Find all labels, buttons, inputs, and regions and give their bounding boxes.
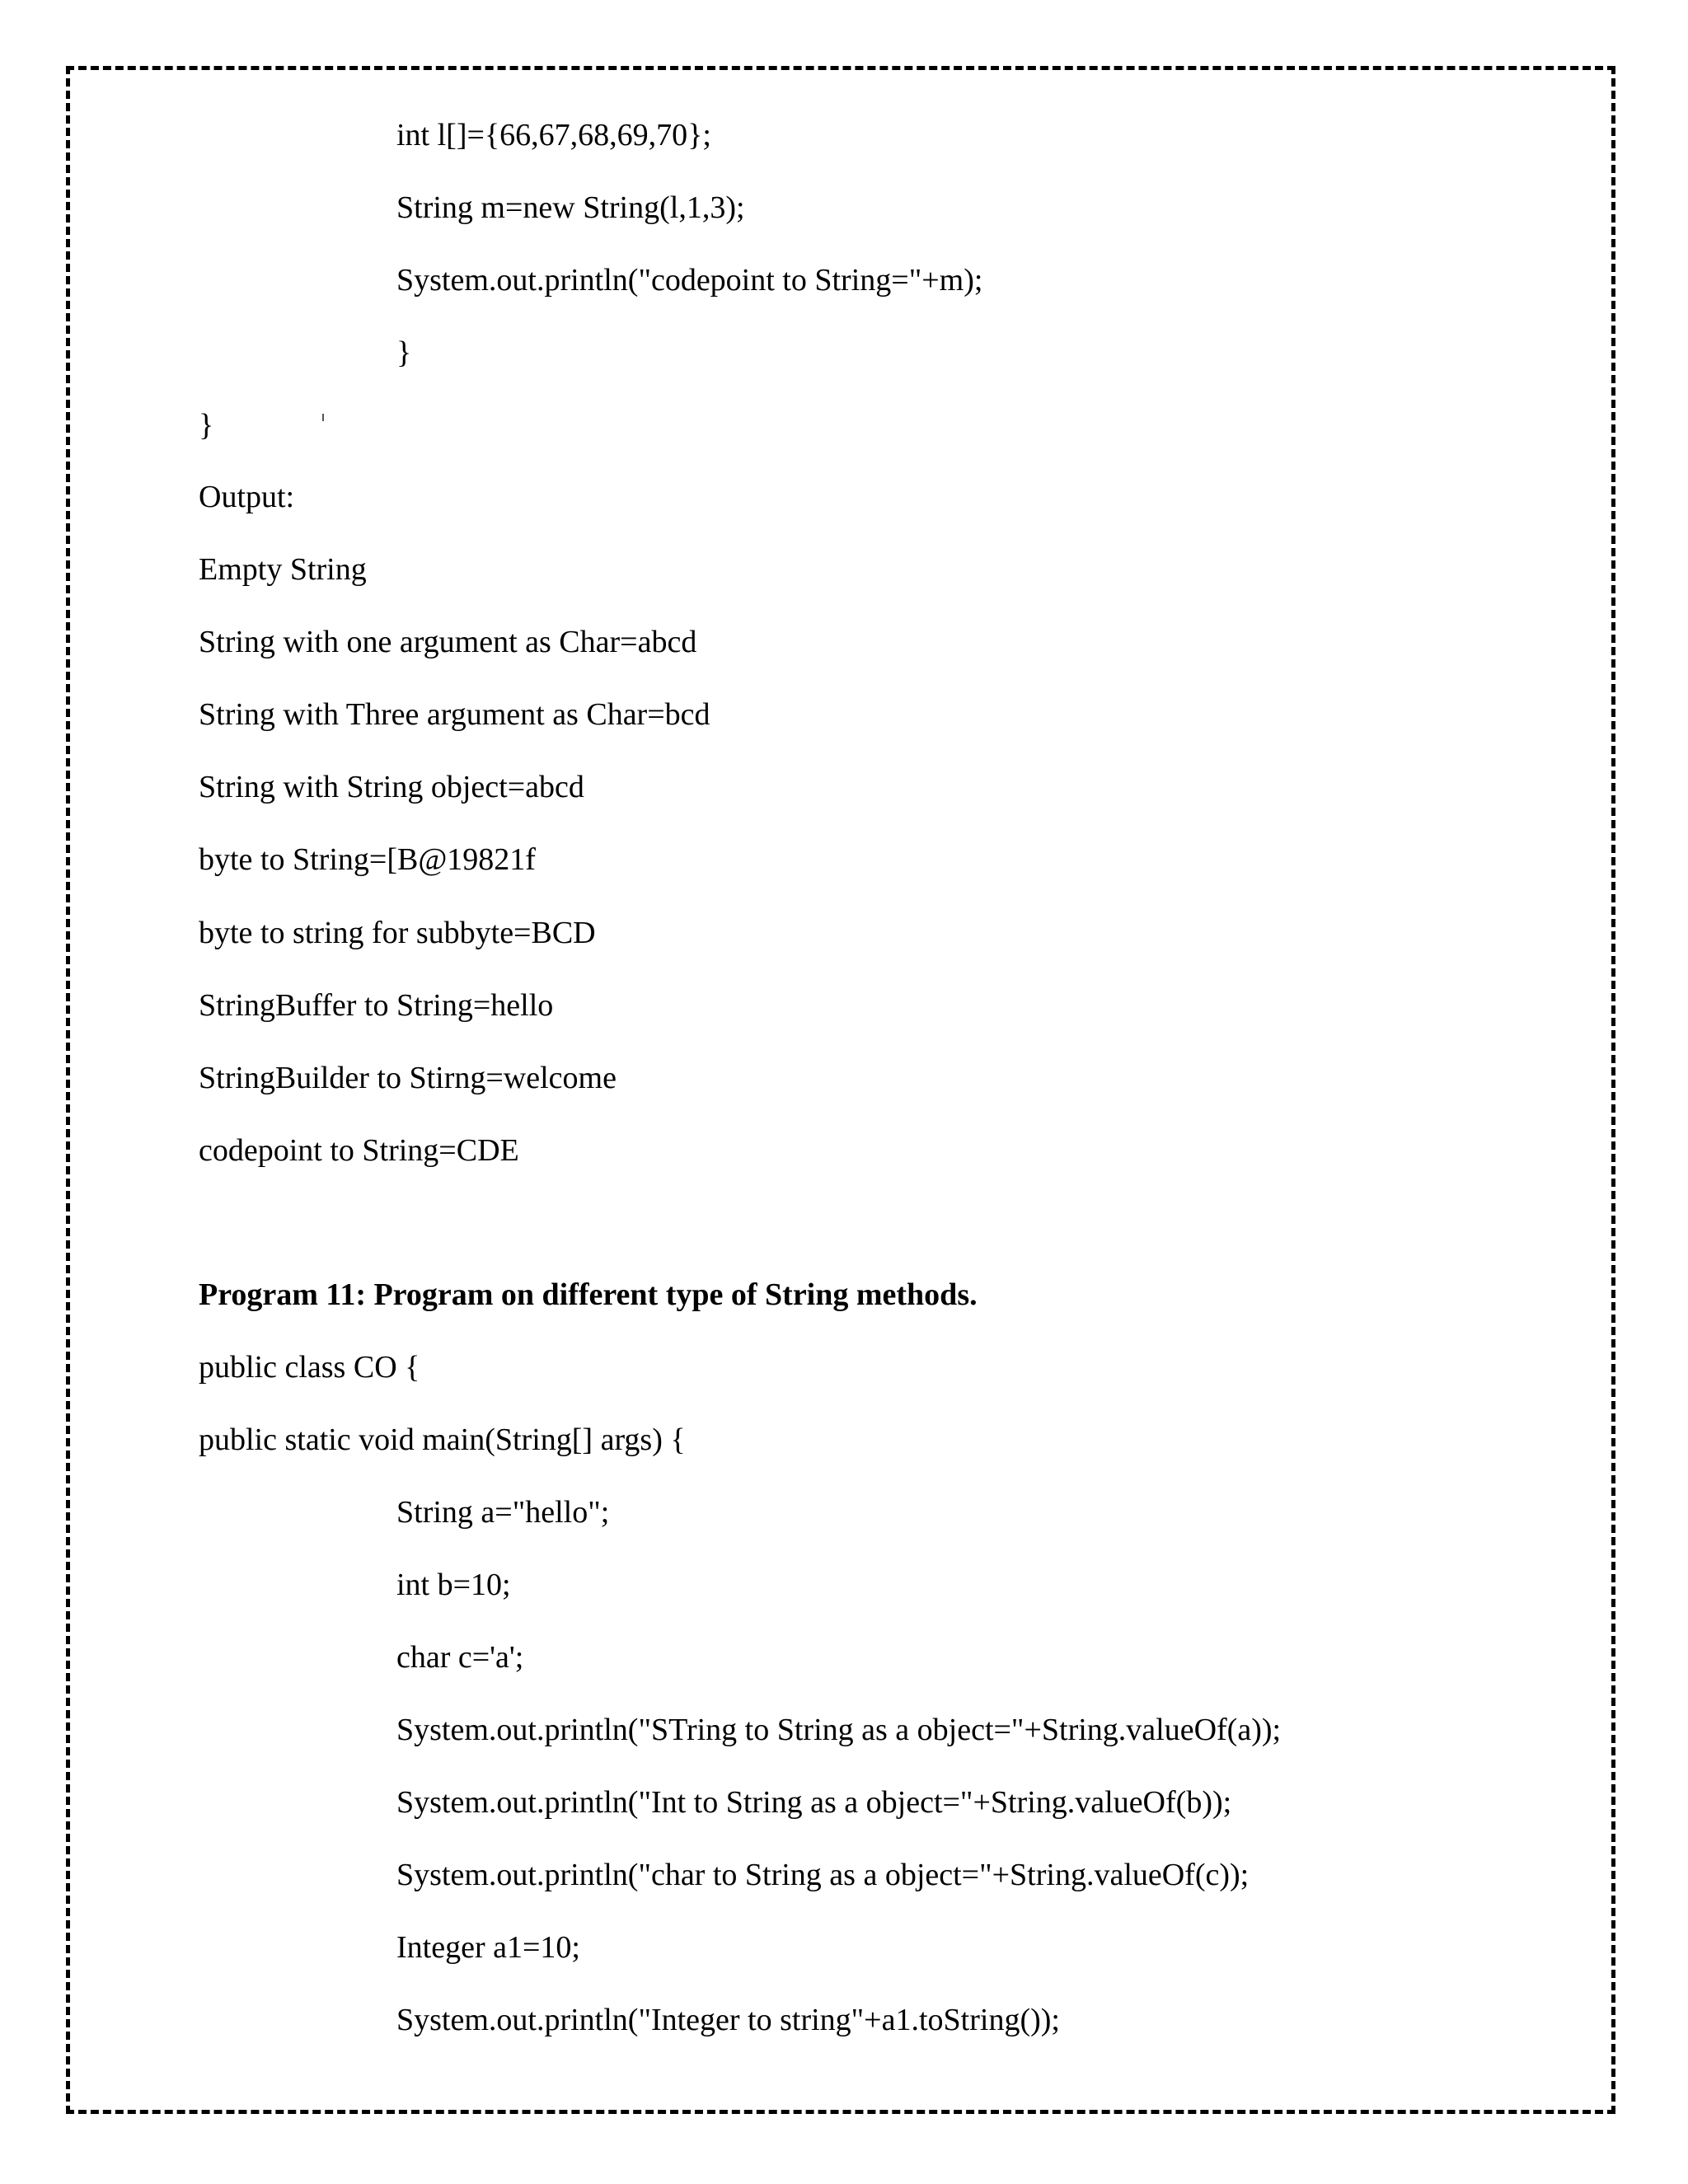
- code-line: Integer a1=10;: [396, 1930, 580, 1965]
- code-line: System.out.println("Integer to string"+a1.toString());: [396, 2003, 1060, 2037]
- output-line: StringBuilder to Stirng=welcome: [199, 1061, 617, 1095]
- output-line: String with String object=abcd: [199, 770, 584, 804]
- code-line: System.out.println("char to String as a object="+String.valueOf(c));: [396, 1858, 1250, 1892]
- code-line-close-class: }: [199, 408, 214, 443]
- program-heading: Program 11: Program on different type of String methods.: [199, 1277, 978, 1312]
- output-line: String with one argument as Char=abcd: [199, 625, 697, 659]
- output-line: StringBuffer to String=hello: [199, 988, 554, 1023]
- output-line: byte to string for subbyte=BCD: [199, 916, 596, 950]
- output-line: String with Three argument as Char=bcd: [199, 697, 710, 732]
- code-line-close-method: }: [396, 335, 412, 370]
- code-line: String a="hello";: [396, 1495, 610, 1530]
- code-line: System.out.println("STring to String as a object="+String.valueOf(a));: [396, 1713, 1282, 1747]
- output-line: byte to String=[B@19821f: [199, 842, 536, 877]
- code-line-main-decl: public static void main(String[] args) {: [199, 1422, 686, 1457]
- code-line: System.out.println("Int to String as a object="+String.valueOf(b));: [396, 1785, 1232, 1820]
- output-line: Empty String: [199, 552, 367, 587]
- code-line-int-array: int l[]={66,67,68,69,70};: [396, 118, 711, 152]
- output-line: codepoint to String=CDE: [199, 1133, 519, 1168]
- code-line-println-codepoint: System.out.println("codepoint to String="+m);: [396, 263, 983, 298]
- output-heading: Output:: [199, 480, 295, 514]
- stray-mark: [322, 414, 324, 421]
- code-line-class-decl: public class CO {: [199, 1350, 420, 1385]
- code-line: char c='a';: [396, 1640, 524, 1675]
- code-line: int b=10;: [396, 1568, 511, 1602]
- code-line-string-m: String m=new String(l,1,3);: [396, 190, 745, 225]
